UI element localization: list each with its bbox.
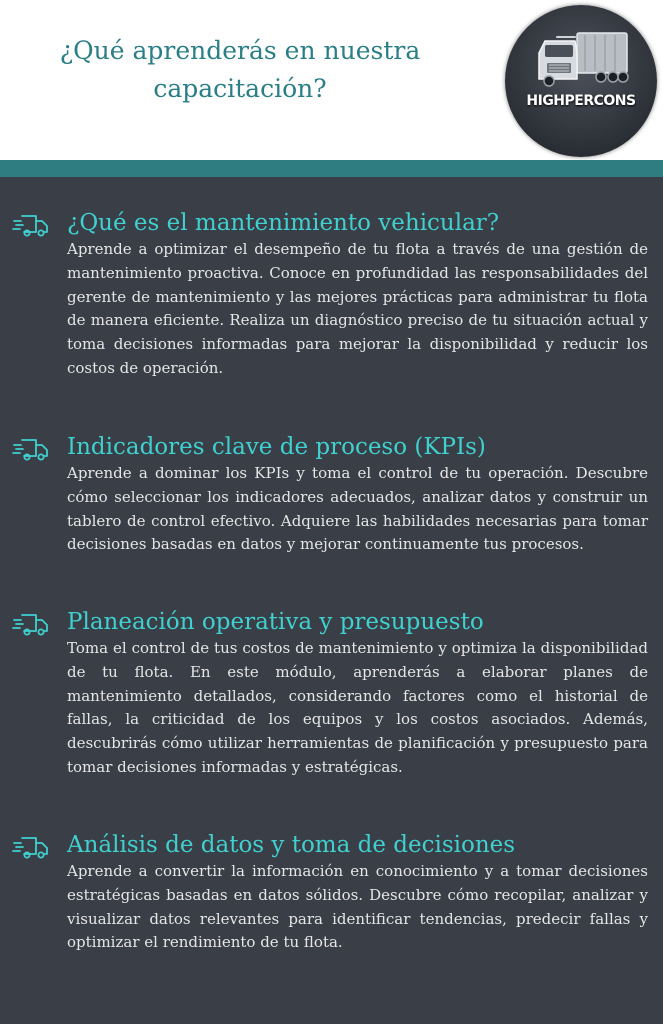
- section-title: Planeación operativa y presupuesto: [67, 609, 484, 635]
- page-title: ¿Qué aprenderás en nuestra capacitación?: [59, 36, 421, 103]
- truck-logo-icon: [505, 5, 657, 157]
- section-body: Aprende a convertir la información en conocimiento y a tomar decisiones estratégicas basadas en datos sólidos. Descubre cómo recopilar, analizar y visualizar datos relevantes para identificar tendencias, predecir fallas y optimizar el rendimiento de tu flota.: [67, 862, 648, 952]
- fast-truck-icon: [12, 612, 50, 638]
- section-title: ¿Qué es el mantenimiento vehicular?: [67, 210, 500, 236]
- section-title: Análisis de datos y toma de decisiones: [67, 832, 516, 858]
- header: [0, 0, 663, 160]
- section-title: Indicadores clave de proceso (KPIs): [67, 434, 486, 460]
- section-body: Aprende a dominar los KPIs y toma el control de tu operación. Descubre cómo seleccionar los indicadores adecuados, analizar datos y construir un tablero de control efectivo. Adquiere las habilidades necesarias para tomar decisiones basadas en datos y mejorar continuamente tus procesos.: [67, 464, 648, 554]
- section-body: Toma el control de tus costos de mantenimiento y optimiza la disponibilidad de tu flota. En este módulo, aprenderás a elaborar planes de mantenimiento detallados, considerando factores como el historial de fallas, la criticidad de los equipos y los costos asociados. Además, descubrirás cómo utilizar herramientas de planificación y presupuesto para tomar decisiones informadas y estratégicas.: [67, 639, 648, 776]
- highpercons-logo: [505, 5, 657, 157]
- content-area: [0, 177, 663, 1024]
- section-body: Aprende a optimizar el desempeño de tu flota a través de una gestión de mantenimiento proactiva. Conoce en profundidad las responsabilidades del gerente de mantenimiento y las mejores prácticas para administrar tu flota de manera eficiente. Realiza un diagnóstico preciso de tu situación actual y toma decisiones informadas para mejorar la disponibilidad y reducir los costos de operación.: [67, 240, 648, 377]
- fast-truck-icon: [12, 437, 50, 463]
- fast-truck-icon: [12, 213, 50, 239]
- logo-text: HIGHPERCONS: [526, 93, 636, 109]
- accent-band: [0, 160, 663, 177]
- fast-truck-icon: [12, 835, 50, 861]
